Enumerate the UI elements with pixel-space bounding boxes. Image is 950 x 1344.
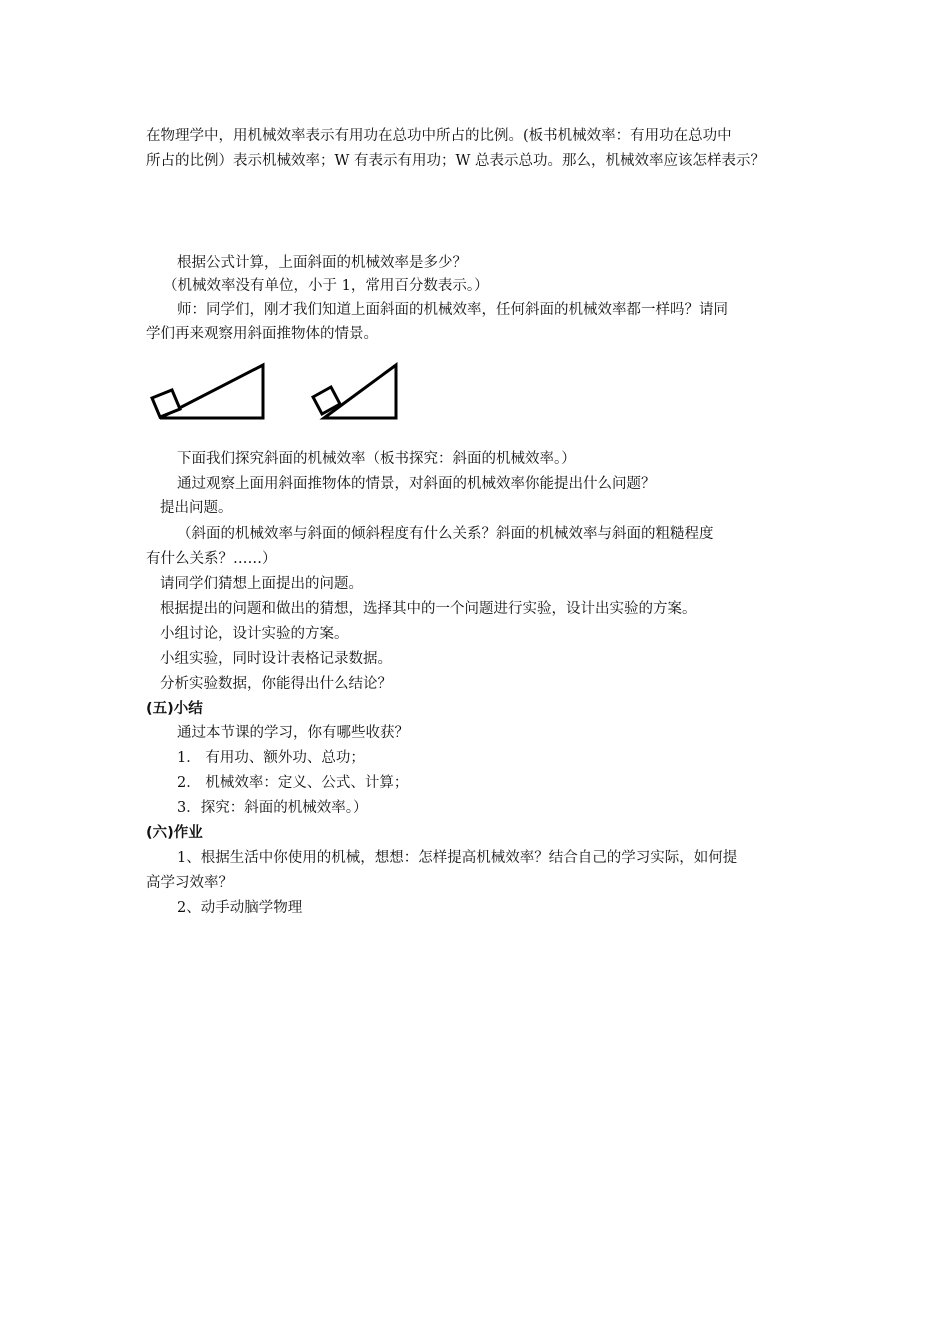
incline-figure-gentle	[148, 360, 268, 422]
summary-item-3: 3．探究：斜面的机械效率。）	[177, 800, 368, 816]
explore-line-5: 有什么关系？……）	[146, 551, 277, 567]
homework-item-1b: 高学习效率？	[146, 875, 233, 891]
summary-item-2: 2． 机械效率：定义、公式、计算；	[177, 775, 409, 791]
homework-heading: (六)作业	[146, 825, 203, 841]
explore-line-1: 下面我们探究斜面的机械效率（板书探究：斜面的机械效率。）	[177, 451, 576, 467]
explore-line-7: 根据提出的问题和做出的猜想，选择其中的一个问题进行实验，设计出实验的方案。	[160, 601, 697, 617]
teacher-line-2: 学们再来观察用斜面推物体的情景。	[146, 326, 378, 342]
explore-line-9: 小组实验，同时设计表格记录数据。	[160, 651, 392, 667]
homework-item-2: 2、动手动脑学物理	[177, 900, 303, 916]
explore-line-10: 分析实验数据，你能得出什么结论？	[160, 676, 392, 692]
homework-item-1a: 1、根据生活中你使用的机械，想想：怎样提高机械效率？结合自己的学习实际，如何提	[177, 850, 738, 866]
teacher-line-1: 师：同学们，刚才我们知道上面斜面的机械效率，任何斜面的机械效率都一样吗？请同	[177, 302, 728, 318]
explore-line-3: 提出问题。	[160, 500, 233, 516]
intro-line-2: 所占的比例）表示机械效率；W 有表示有用功；W 总表示总功。那么，机械效率应该怎样表示？	[146, 153, 766, 169]
summary-question: 通过本节课的学习，你有哪些收获？	[177, 725, 409, 741]
explore-line-6: 请同学们猜想上面提出的问题。	[160, 576, 363, 592]
explore-line-2: 通过观察上面用斜面推物体的情景，对斜面的机械效率你能提出什么问题？	[177, 476, 656, 492]
calc-note: （机械效率没有单位，小于 1，常用百分数表示。）	[163, 278, 489, 294]
calc-question: 根据公式计算，上面斜面的机械效率是多少？	[177, 255, 467, 271]
explore-line-4: （斜面的机械效率与斜面的倾斜程度有什么关系？斜面的机械效率与斜面的粗糙程度	[177, 526, 714, 542]
summary-heading: (五)小结	[146, 701, 203, 717]
summary-item-1: 1． 有用功、额外功、总功；	[177, 750, 365, 766]
intro-line-1: 在物理学中，用机械效率表示有用功在总功中所占的比例。(板书机械效率：有用功在总功中	[146, 128, 732, 144]
explore-line-8: 小组讨论，设计实验的方案。	[160, 626, 349, 642]
incline-figure-steep	[310, 360, 402, 422]
